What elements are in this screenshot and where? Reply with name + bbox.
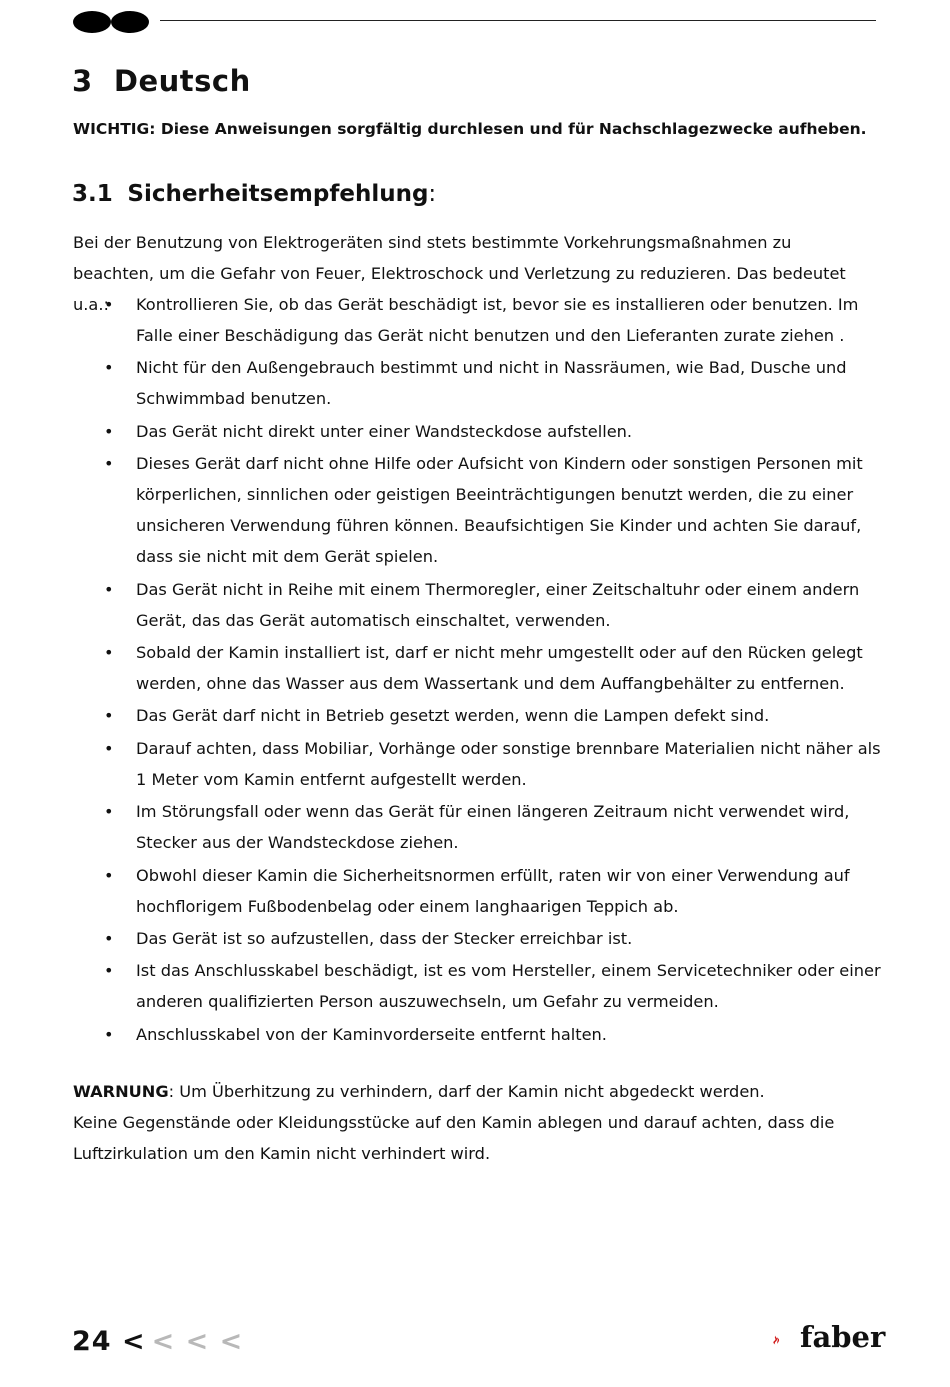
brand-name: faber: [800, 1320, 886, 1354]
list-item: • Das Gerät nicht direkt unter einer Wandsteckdose aufstellen.: [73, 416, 883, 447]
intro-paragraph: Bei der Benutzung von Elektrogeräten sind stets bestimmte Vorkehrungsmaßnahmen zu beachten, um die Gefahr von Feuer, Elektroschock und Verletzung zu reduzieren. Das bedeutet u.a.:: [73, 233, 846, 314]
double-oval-logo-icon: [72, 10, 152, 34]
warning-block: [73, 1076, 873, 1169]
arrow-dark: <: [121, 1326, 146, 1357]
list-item: • Darauf achten, dass Mobiliar, Vorhänge oder sonstige brennbare Materialien nicht näher als 1 Meter vom Kamin entfernt aufgestellt werden.: [73, 733, 883, 795]
safety-list: [73, 289, 883, 1051]
list-item: • Anschlusskabel von der Kaminvorderseite entfernt halten.: [73, 1019, 883, 1050]
list-item: • Dieses Gerät darf nicht ohne Hilfe oder Aufsicht von Kindern oder sonstigen Personen mit körperlichen, sinnlichen oder geistigen Beeinträchtigungen benutzt werden, die zu einer unsicheren Verwendung führen können. Beaufsichtigen Sie Kinder und achten Sie darauf, dass sie nicht mit dem Gerät spielen.: [73, 448, 883, 572]
list-item: • Im Störungsfall oder wenn das Gerät für einen längeren Zeitraum nicht verwendet wird, Stecker aus der Wandsteckdose ziehen.: [73, 796, 883, 858]
important-note: WICHTIG: Diese Anweisungen sorgfältig durchlesen und für Nachschlagezwecke aufheben.: [73, 120, 867, 138]
list-item: • Ist das Anschlusskabel beschädigt, ist es vom Hersteller, einem Servicetechniker oder einer anderen qualifizierten Person auszuwechseln, um Gefahr zu vermeiden.: [73, 955, 883, 1017]
list-item: • Das Gerät ist so aufzustellen, dass der Stecker erreichbar ist.: [73, 923, 883, 954]
chapter-number: 3: [72, 64, 93, 98]
list-item: • Sobald der Kamin installiert ist, darf er nicht mehr umgestellt oder auf den Rücken gelegt werden, ohne das Wasser aus dem Wassertank und dem Auffangbehälter zu entfernen.: [73, 637, 883, 699]
section-title: [72, 181, 436, 207]
section-number: 3.1: [72, 181, 113, 207]
warning-label: WARNUNG: [73, 1082, 169, 1101]
faber-flame-logo-icon: [772, 1322, 802, 1358]
chapter-title: [72, 64, 251, 98]
section-name: Sicherheitsempfehlung: [127, 181, 429, 207]
arrows-light: < < <: [151, 1326, 244, 1357]
header-rule: [160, 20, 876, 21]
list-item: • Das Gerät darf nicht in Betrieb gesetzt werden, wenn die Lampen defekt sind.: [73, 700, 883, 731]
page-number: 24: [72, 1326, 112, 1357]
page-footer-number: [72, 1326, 243, 1357]
chapter-name: Deutsch: [113, 64, 251, 98]
list-item: • Das Gerät nicht in Reihe mit einem Thermoregler, einer Zeitschaltuhr oder einem andern Gerät, das das Gerät automatisch einschaltet, verwenden.: [73, 574, 883, 636]
list-item: • Kontrollieren Sie, ob das Gerät beschädigt ist, bevor sie es installieren oder benutzen. Im Falle einer Beschädigung das Gerät nicht benutzen und den Lieferanten zurate ziehen .: [73, 289, 883, 351]
warning-line-2: Keine Gegenstände oder Kleidungsstücke auf den Kamin ablegen und darauf achten, dass die Luftzirkulation um den Kamin nicht verhindert wird.: [73, 1113, 835, 1163]
list-item: • Obwohl dieser Kamin die Sicherheitsnormen erfüllt, raten wir von einer Verwendung auf hochflorigem Fußbodenbelag oder einem langhaarigen Teppich ab.: [73, 860, 883, 922]
list-item: • Nicht für den Außengebrauch bestimmt und nicht in Nassräumen, wie Bad, Dusche und Schwimmbad benutzen.: [73, 352, 883, 414]
warning-text: : Um Überhitzung zu verhindern, darf der Kamin nicht abgedeckt werden.: [168, 1082, 765, 1101]
section-suffix: :: [428, 181, 437, 207]
